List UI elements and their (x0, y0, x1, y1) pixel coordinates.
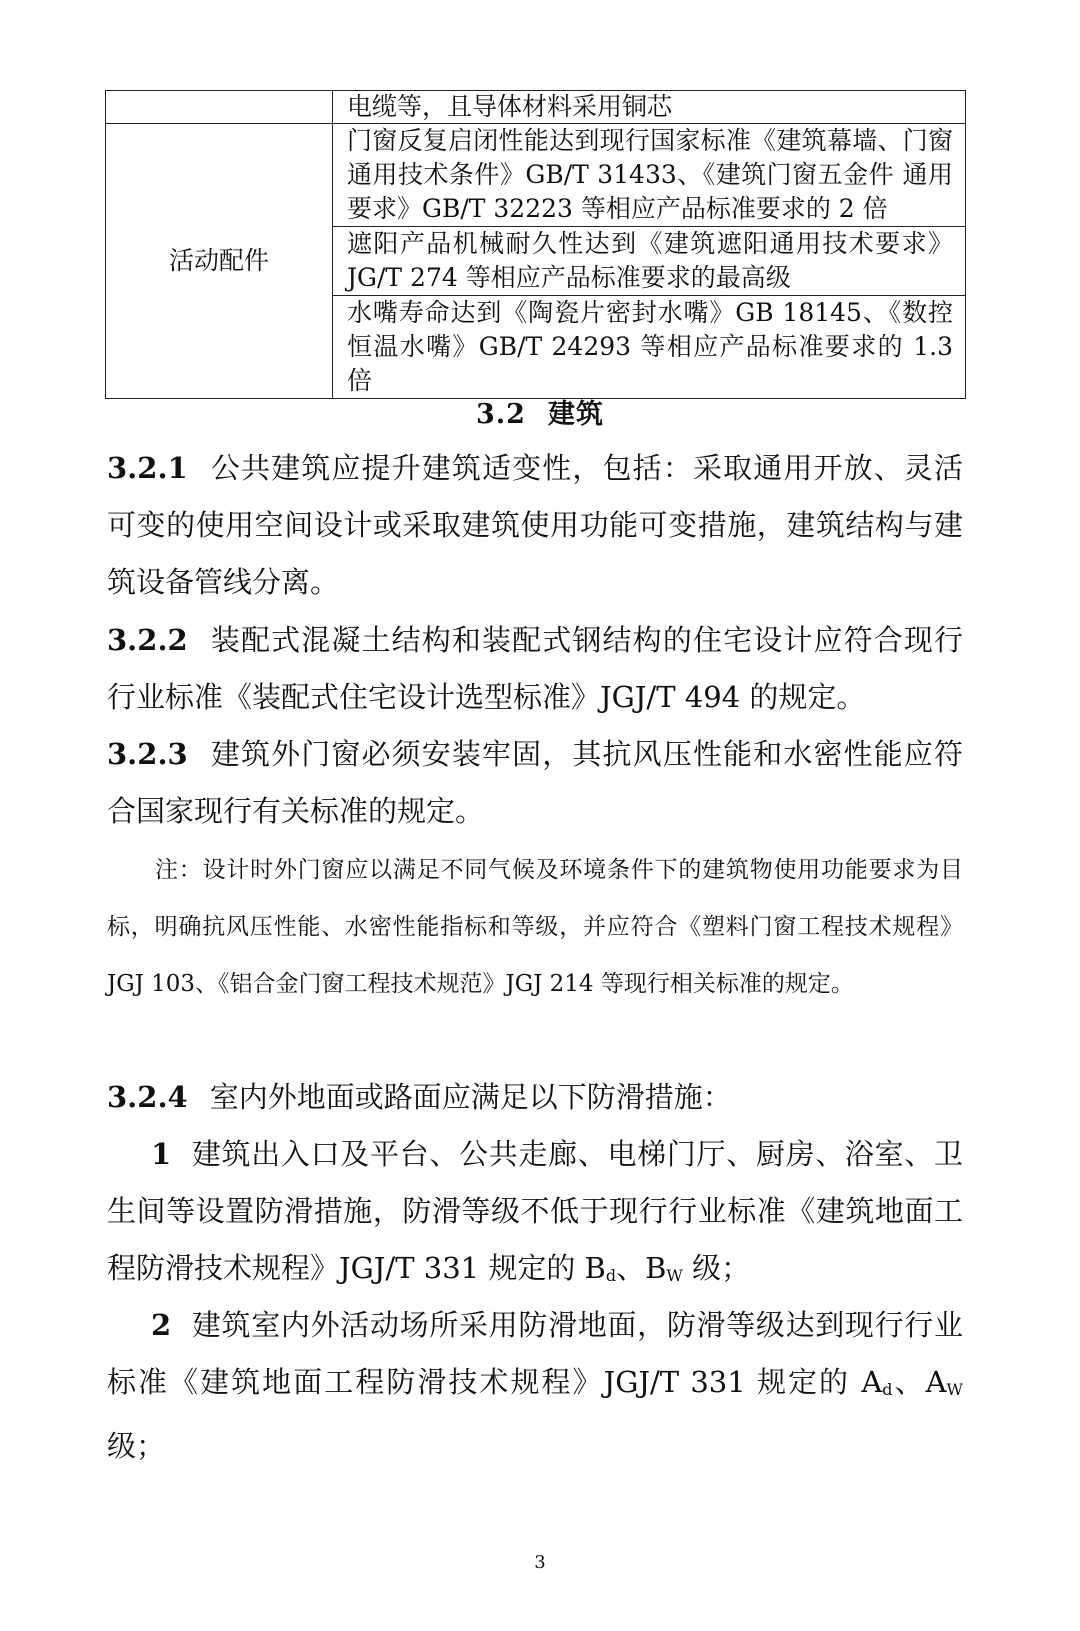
section-title: 建筑 (547, 399, 604, 430)
clause-text: 公共建筑应提升建筑适变性，包括：采取通用开放、灵活可变的使用空间设计或采取建筑使用功能可变措施，建筑结构与建筑设备管线分离。 (107, 451, 963, 599)
item-text-end: 级； (682, 1251, 751, 1285)
item-text-mid: 、A (892, 1365, 947, 1399)
clause-3-2-3 (107, 726, 963, 840)
section-heading (0, 392, 1080, 431)
note-paragraph (107, 842, 963, 1013)
table-cell-requirement: 电缆等，且导体材料采用铜芯 (333, 91, 966, 124)
subscript: d (882, 1380, 893, 1399)
list-item-1 (107, 1126, 963, 1304)
page-number: 3 (534, 1552, 546, 1573)
clause-3-2-1 (107, 440, 963, 611)
table-row (106, 91, 966, 124)
clause-text: 装配式混凝土结构和装配式钢结构的住宅设计应符合现行行业标准《装配式住宅设计选型标准》JGJ/T 494 的规定。 (107, 623, 963, 714)
clause-text: 建筑外门窗必须安装牢固，其抗风压性能和水密性能应符合国家现行有关标准的规定。 (107, 737, 963, 828)
item-text-mid: 、B (616, 1251, 667, 1285)
clause-3-2-2 (107, 612, 963, 726)
table-cell-requirement: 水嘴寿命达到《陶瓷片密封水嘴》GB 18145、《数控恒温水嘴》GB/T 24293 等相应产品标准要求的 1.3 倍 (333, 296, 966, 399)
requirements-table (105, 90, 966, 399)
section-number: 3.2 (476, 399, 526, 430)
subscript: W (666, 1266, 683, 1285)
clause-number: 3.2.2 (107, 623, 188, 657)
clause-number: 3.2.3 (107, 737, 188, 771)
item-text: 建筑室内外活动场所采用防滑地面，防滑等级达到现行行业标准《建筑地面工程防滑技术规程》JGJ/T 331 规定的 A (107, 1308, 963, 1399)
table-cell-category (106, 91, 333, 124)
clause-number: 3.2.4 (107, 1080, 188, 1114)
clause-3-2-4 (107, 1069, 963, 1126)
subscript: d (605, 1266, 617, 1285)
table-cell-requirement: 门窗反复启闭性能达到现行国家标准《建筑幕墙、门窗通用技术条件》GB/T 31433、《建筑门窗五金件 通用要求》GB/T 32223 等相应产品标准要求的 2 倍 (333, 124, 966, 227)
subscript: W (946, 1380, 963, 1399)
item-text-end: 级； (107, 1429, 166, 1463)
table-cell-category: 活动配件 (106, 124, 333, 399)
clause-number: 3.2.1 (107, 451, 188, 485)
note-text: 注：设计时外门窗应以满足不同气候及环境条件下的建筑物使用功能要求为目标，明确抗风压性能、水密性能指标和等级，并应符合《塑料门窗工程技术规程》JGJ 103、《铝合金门窗工程技术规范》JGJ 214 等现行相关标准的规定。 (107, 857, 963, 997)
clause-text: 室内外地面或路面应满足以下防滑措施： (209, 1080, 732, 1114)
list-item-2 (107, 1297, 963, 1475)
item-number: 1 (151, 1137, 172, 1171)
table-row (106, 124, 966, 227)
table-cell-requirement: 遮阳产品机械耐久性达到《建筑遮阳通用技术要求》JG/T 274 等相应产品标准要求的最高级 (333, 227, 966, 296)
item-text: 建筑出入口及平台、公共走廊、电梯门厅、厨房、浴室、卫生间等设置防滑措施，防滑等级不低于现行行业标准《建筑地面工程防滑技术规程》JGJ/T 331 规定的 B (107, 1137, 963, 1285)
item-number: 2 (151, 1308, 172, 1342)
